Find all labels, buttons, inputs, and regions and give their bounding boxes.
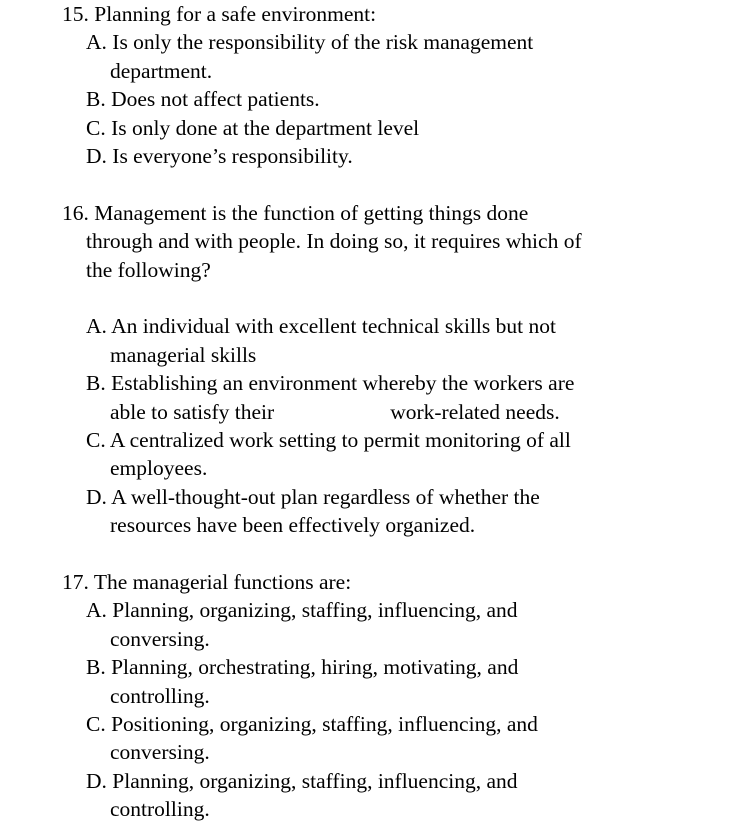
option-letter: C. — [86, 115, 106, 140]
option-letter: D. — [86, 768, 107, 793]
question-16-stem-line-3: the following? — [86, 257, 211, 282]
question-17-option-c-continuation: conversing. — [110, 740, 210, 765]
option-letter: D. — [86, 484, 107, 509]
option-text: Planning, orchestrating, hiring, motivating, and — [111, 655, 519, 680]
option-letter: A. — [86, 30, 107, 55]
option-letter: B. — [86, 655, 106, 680]
option-letter: B. — [86, 371, 106, 396]
question-17-option-a-continuation: conversing. — [110, 626, 210, 651]
question-17-number: 17. — [62, 570, 89, 594]
question-17-option-b — [86, 653, 518, 681]
question-17-stem — [62, 568, 351, 596]
question-16-stem-line-1: Management is the function of getting things done — [94, 200, 529, 225]
option-text: Is only the responsibility of the risk management — [112, 30, 534, 55]
option-letter: C. — [86, 428, 106, 452]
question-16-stem — [62, 199, 528, 227]
option-text: Planning, organizing, staffing, influencing, and — [112, 598, 518, 623]
question-16-stem-line-2: through and with people. In doing so, it requires which of — [86, 229, 582, 254]
question-17-option-b-continuation: controlling. — [110, 683, 210, 708]
option-text: Is only done at the department level — [111, 115, 420, 140]
question-15-stem — [62, 0, 376, 28]
option-letter: C. — [86, 712, 106, 736]
question-17-option-c — [86, 710, 538, 738]
option-text: Establishing an environment whereby the workers are — [111, 371, 575, 396]
question-16-option-b-continuation — [110, 398, 560, 426]
option-letter: D. — [86, 144, 107, 168]
question-16-number: 16. — [62, 200, 89, 225]
option-text: A centralized work setting to permit monitoring of all — [109, 428, 571, 452]
question-16-option-d — [86, 483, 540, 511]
question-17-option-d — [86, 767, 518, 795]
option-letter: B. — [86, 87, 106, 112]
question-15-option-d — [86, 142, 353, 170]
option-text-part-2: work-related needs. — [390, 399, 560, 424]
option-text: Planning, organizing, staffing, influencing, and — [112, 768, 518, 793]
option-text: An individual with excellent technical skills but not — [111, 314, 556, 339]
question-17-stem-line-1: The managerial functions are: — [93, 570, 352, 594]
question-16-option-d-continuation: resources have been effectively organized. — [110, 513, 476, 538]
option-text: A well-thought-out plan regardless of whether the — [111, 484, 540, 509]
option-text: Does not affect patients. — [111, 87, 320, 112]
question-16-option-c-continuation: employees. — [110, 456, 208, 481]
question-16-option-a-continuation: managerial skills — [110, 342, 257, 367]
question-15-option-a — [86, 28, 533, 56]
option-letter: A. — [86, 314, 107, 339]
option-text-part-1: able to satisfy their — [110, 399, 275, 424]
question-15-option-a-continuation: department. — [110, 58, 213, 83]
question-17-option-d-continuation: controlling. — [110, 797, 210, 822]
question-16-option-c — [86, 426, 571, 454]
option-text: Is everyone’s responsibility. — [112, 144, 353, 168]
option-text: Positioning, organizing, staffing, influencing, and — [111, 712, 538, 736]
question-15-option-b — [86, 85, 320, 113]
question-17-option-a — [86, 596, 518, 624]
question-16-option-a — [86, 312, 556, 340]
question-15-number: 15. — [62, 2, 89, 26]
question-15-option-c — [86, 114, 419, 142]
question-16-option-b — [86, 369, 574, 397]
option-letter: A. — [86, 598, 107, 623]
question-15-stem-line-1: Planning for a safe environment: — [94, 2, 377, 26]
